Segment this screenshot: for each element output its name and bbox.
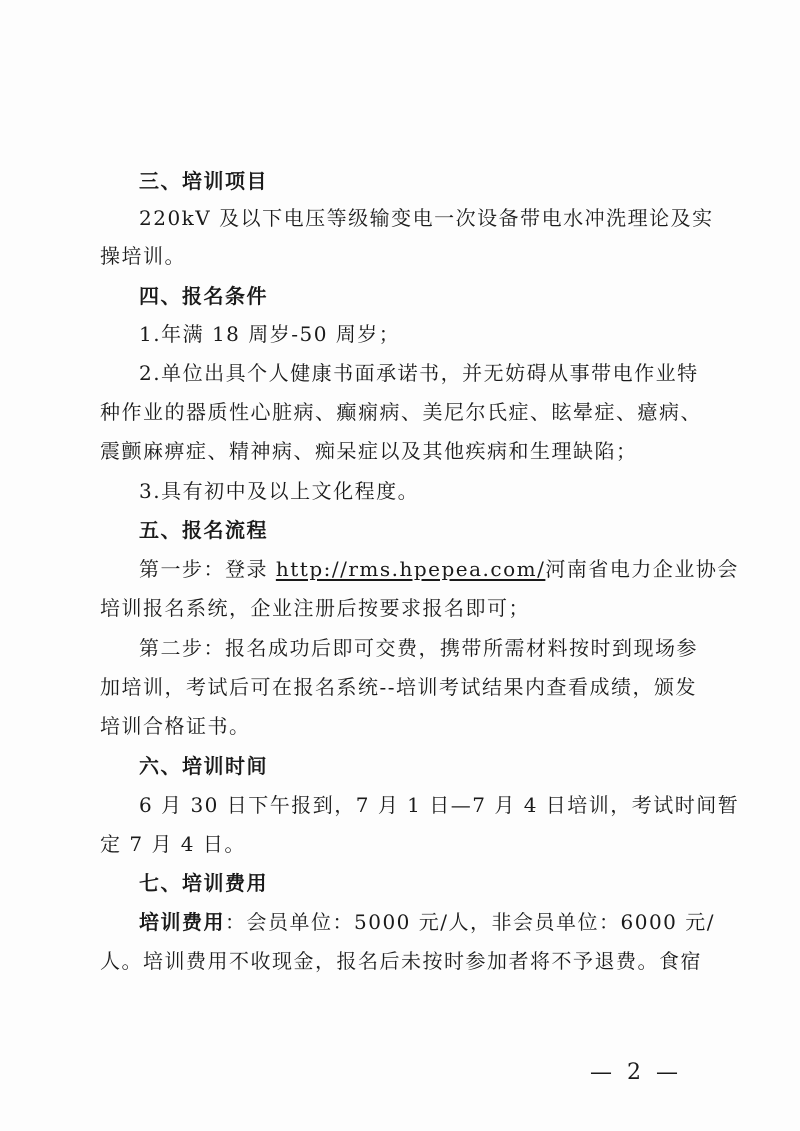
section-heading-training-project: 三、培训项目	[139, 169, 268, 193]
paragraph-line: 加培训，考试后可在报名系统--培训考试结果内查看成绩，颁发	[100, 675, 698, 699]
paragraph-line: 培训报名系统，企业注册后按要求报名即可；	[100, 596, 530, 620]
paragraph-line: 6 月 30 日下午报到，7 月 1 日—7 月 4 日培训，考试时间暂	[139, 793, 740, 817]
section-heading-training-time: 六、培训时间	[139, 754, 268, 778]
paragraph-line: 人。培训费用不收现金，报名后未按时参加者将不予退费。食宿	[100, 949, 702, 973]
fee-label: 培训费用	[139, 910, 225, 934]
section-heading-registration-process: 五、报名流程	[139, 518, 268, 542]
paragraph-line: 种作业的器质性心脏病、癫痫病、美尼尔氏症、眩晕症、癔病、	[100, 400, 702, 424]
registration-url-link[interactable]: http://rms.hpepea.com/	[275, 557, 546, 581]
section-heading-training-fee: 七、培训费用	[139, 871, 268, 895]
page-number: — 2 —	[590, 1060, 682, 1085]
fee-line	[139, 906, 715, 938]
step-one-prefix: 第一步：登录	[139, 557, 276, 581]
list-item: 3.具有初中及以上文化程度。	[139, 479, 420, 503]
step-one-line	[139, 553, 739, 585]
paragraph-line: 220kV 及以下电压等级输变电一次设备带电水冲洗理论及实	[139, 206, 714, 230]
paragraph-line: 震颤麻痹症、精神病、痴呆症以及其他疾病和生理缺陷；	[100, 439, 638, 463]
step-one-suffix: 河南省电力企业协会	[545, 557, 739, 581]
list-item: 1.年满 18 周岁-50 周岁；	[139, 322, 401, 346]
section-heading-registration-requirements: 四、报名条件	[139, 284, 268, 308]
paragraph-line: 培训合格证书。	[100, 714, 251, 738]
fee-detail: ：会员单位：5000 元/人，非会员单位：6000 元/	[225, 910, 715, 934]
paragraph-line: 第二步：报名成功后即可交费，携带所需材料按时到现场参	[139, 636, 698, 660]
list-item: 2.单位出具个人健康书面承诺书，并无妨碍从事带电作业特	[139, 361, 699, 385]
paragraph-line: 操培训。	[100, 244, 186, 268]
paragraph-line: 定 7 月 4 日。	[100, 832, 246, 856]
